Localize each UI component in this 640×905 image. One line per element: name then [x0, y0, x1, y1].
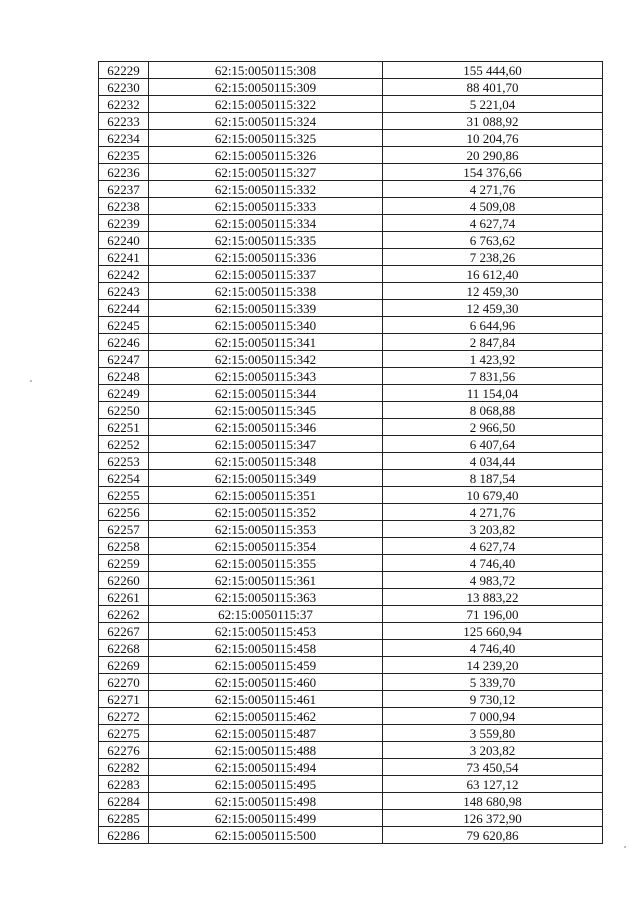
table-row	[99, 147, 603, 164]
cadastral-number-cell: 62:15:0050115:337	[149, 266, 383, 283]
cadastral-number-cell: 62:15:0050115:325	[149, 130, 383, 147]
table-row	[99, 215, 603, 232]
row-number-cell: 62246	[99, 334, 149, 351]
row-number-cell: 62229	[99, 62, 149, 79]
row-number-cell: 62244	[99, 300, 149, 317]
table-body	[99, 62, 603, 844]
table-row	[99, 623, 603, 640]
cadastral-number-cell: 62:15:0050115:459	[149, 657, 383, 674]
cadastral-value-table	[98, 61, 603, 844]
row-number-cell: 62250	[99, 402, 149, 419]
cadastral-value-cell: 6 644,96	[383, 317, 603, 334]
cadastral-number-cell: 62:15:0050115:333	[149, 198, 383, 215]
table-row	[99, 351, 603, 368]
table-row	[99, 317, 603, 334]
cadastral-value-cell: 9 730,12	[383, 691, 603, 708]
table-row	[99, 402, 603, 419]
row-number-cell: 62286	[99, 827, 149, 844]
cadastral-number-cell: 62:15:0050115:494	[149, 759, 383, 776]
cadastral-number-cell: 62:15:0050115:344	[149, 385, 383, 402]
cadastral-number-cell: 62:15:0050115:324	[149, 113, 383, 130]
cadastral-value-cell: 7 000,94	[383, 708, 603, 725]
row-number-cell: 62237	[99, 181, 149, 198]
cadastral-value-cell: 12 459,30	[383, 283, 603, 300]
table-row	[99, 674, 603, 691]
cadastral-number-cell: 62:15:0050115:345	[149, 402, 383, 419]
cadastral-value-cell: 154 376,66	[383, 164, 603, 181]
cadastral-value-cell: 126 372,90	[383, 810, 603, 827]
cadastral-number-cell: 62:15:0050115:326	[149, 147, 383, 164]
cadastral-value-cell: 10 679,40	[383, 487, 603, 504]
row-number-cell: 62258	[99, 538, 149, 555]
table-row	[99, 198, 603, 215]
cadastral-value-cell: 4 746,40	[383, 640, 603, 657]
table-row	[99, 708, 603, 725]
cadastral-value-cell: 125 660,94	[383, 623, 603, 640]
cadastral-number-cell: 62:15:0050115:347	[149, 436, 383, 453]
cadastral-value-cell: 3 203,82	[383, 742, 603, 759]
row-number-cell: 62284	[99, 793, 149, 810]
row-number-cell: 62252	[99, 436, 149, 453]
cadastral-number-cell: 62:15:0050115:488	[149, 742, 383, 759]
cadastral-value-cell: 4 271,76	[383, 181, 603, 198]
row-number-cell: 62247	[99, 351, 149, 368]
cadastral-number-cell: 62:15:0050115:332	[149, 181, 383, 198]
row-number-cell: 62235	[99, 147, 149, 164]
cadastral-number-cell: 62:15:0050115:334	[149, 215, 383, 232]
table-row	[99, 810, 603, 827]
row-number-cell: 62248	[99, 368, 149, 385]
cadastral-value-cell: 148 680,98	[383, 793, 603, 810]
cadastral-number-cell: 62:15:0050115:460	[149, 674, 383, 691]
cadastral-number-cell: 62:15:0050115:487	[149, 725, 383, 742]
row-number-cell: 62234	[99, 130, 149, 147]
cadastral-value-cell: 71 196,00	[383, 606, 603, 623]
cadastral-value-cell: 6 407,64	[383, 436, 603, 453]
cadastral-value-cell: 31 088,92	[383, 113, 603, 130]
row-number-cell: 62251	[99, 419, 149, 436]
cadastral-value-cell: 2 847,84	[383, 334, 603, 351]
row-number-cell: 62256	[99, 504, 149, 521]
table-row	[99, 249, 603, 266]
row-number-cell: 62272	[99, 708, 149, 725]
table-row	[99, 164, 603, 181]
row-number-cell: 62249	[99, 385, 149, 402]
cadastral-number-cell: 62:15:0050115:351	[149, 487, 383, 504]
table-row	[99, 130, 603, 147]
row-number-cell: 62254	[99, 470, 149, 487]
row-number-cell: 62267	[99, 623, 149, 640]
row-number-cell: 62260	[99, 572, 149, 589]
cadastral-number-cell: 62:15:0050115:341	[149, 334, 383, 351]
cadastral-value-cell: 10 204,76	[383, 130, 603, 147]
cadastral-number-cell: 62:15:0050115:335	[149, 232, 383, 249]
cadastral-number-cell: 62:15:0050115:353	[149, 521, 383, 538]
cadastral-number-cell: 62:15:0050115:453	[149, 623, 383, 640]
row-number-cell: 62269	[99, 657, 149, 674]
row-number-cell: 62239	[99, 215, 149, 232]
table-row	[99, 453, 603, 470]
table-row	[99, 589, 603, 606]
cadastral-value-cell: 4 627,74	[383, 215, 603, 232]
cadastral-number-cell: 62:15:0050115:327	[149, 164, 383, 181]
table-row	[99, 113, 603, 130]
cadastral-number-cell: 62:15:0050115:349	[149, 470, 383, 487]
table-row	[99, 334, 603, 351]
table-row	[99, 79, 603, 96]
cadastral-value-cell: 4 746,40	[383, 555, 603, 572]
table-row	[99, 776, 603, 793]
cadastral-number-cell: 62:15:0050115:348	[149, 453, 383, 470]
cadastral-number-cell: 62:15:0050115:340	[149, 317, 383, 334]
table-row	[99, 419, 603, 436]
cadastral-value-cell: 6 763,62	[383, 232, 603, 249]
row-number-cell: 62233	[99, 113, 149, 130]
cadastral-value-cell: 3 559,80	[383, 725, 603, 742]
row-number-cell: 62236	[99, 164, 149, 181]
cadastral-value-cell: 79 620,86	[383, 827, 603, 844]
row-number-cell: 62270	[99, 674, 149, 691]
row-number-cell: 62257	[99, 521, 149, 538]
table-row	[99, 521, 603, 538]
table-row	[99, 62, 603, 79]
row-number-cell: 62253	[99, 453, 149, 470]
row-number-cell: 62230	[99, 79, 149, 96]
row-number-cell: 62261	[99, 589, 149, 606]
table-row	[99, 487, 603, 504]
table-row	[99, 181, 603, 198]
cadastral-value-cell: 8 068,88	[383, 402, 603, 419]
cadastral-value-cell: 4 509,08	[383, 198, 603, 215]
table-row	[99, 725, 603, 742]
row-number-cell: 62240	[99, 232, 149, 249]
cadastral-number-cell: 62:15:0050115:336	[149, 249, 383, 266]
cadastral-value-cell: 4 034,44	[383, 453, 603, 470]
table-row	[99, 691, 603, 708]
cadastral-value-cell: 155 444,60	[383, 62, 603, 79]
cadastral-value-cell: 4 983,72	[383, 572, 603, 589]
cadastral-number-cell: 62:15:0050115:352	[149, 504, 383, 521]
table-row	[99, 232, 603, 249]
cadastral-number-cell: 62:15:0050115:342	[149, 351, 383, 368]
table-row	[99, 657, 603, 674]
cadastral-value-cell: 5 221,04	[383, 96, 603, 113]
cadastral-value-cell: 16 612,40	[383, 266, 603, 283]
cadastral-value-cell: 11 154,04	[383, 385, 603, 402]
table-row	[99, 504, 603, 521]
table-row	[99, 793, 603, 810]
cadastral-number-cell: 62:15:0050115:500	[149, 827, 383, 844]
cadastral-value-cell: 20 290,86	[383, 147, 603, 164]
table-row	[99, 742, 603, 759]
cadastral-number-cell: 62:15:0050115:37	[149, 606, 383, 623]
row-number-cell: 62242	[99, 266, 149, 283]
table-row	[99, 606, 603, 623]
cadastral-number-cell: 62:15:0050115:338	[149, 283, 383, 300]
table-row	[99, 555, 603, 572]
row-number-cell: 62245	[99, 317, 149, 334]
cadastral-number-cell: 62:15:0050115:462	[149, 708, 383, 725]
row-number-cell: 62271	[99, 691, 149, 708]
table-row	[99, 300, 603, 317]
row-number-cell: 62243	[99, 283, 149, 300]
cadastral-number-cell: 62:15:0050115:458	[149, 640, 383, 657]
cadastral-number-cell: 62:15:0050115:361	[149, 572, 383, 589]
table-row	[99, 827, 603, 844]
cadastral-number-cell: 62:15:0050115:495	[149, 776, 383, 793]
cadastral-value-cell: 13 883,22	[383, 589, 603, 606]
cadastral-value-cell: 14 239,20	[383, 657, 603, 674]
cadastral-number-cell: 62:15:0050115:354	[149, 538, 383, 555]
row-number-cell: 62283	[99, 776, 149, 793]
table-row	[99, 96, 603, 113]
row-number-cell: 62275	[99, 725, 149, 742]
cadastral-number-cell: 62:15:0050115:355	[149, 555, 383, 572]
cadastral-number-cell: 62:15:0050115:308	[149, 62, 383, 79]
cadastral-value-cell: 73 450,54	[383, 759, 603, 776]
table-row	[99, 538, 603, 555]
row-number-cell: 62232	[99, 96, 149, 113]
cadastral-value-cell: 2 966,50	[383, 419, 603, 436]
row-number-cell: 62282	[99, 759, 149, 776]
row-number-cell: 62241	[99, 249, 149, 266]
table-row	[99, 283, 603, 300]
table-row	[99, 385, 603, 402]
cadastral-value-cell: 5 339,70	[383, 674, 603, 691]
cadastral-number-cell: 62:15:0050115:461	[149, 691, 383, 708]
cadastral-number-cell: 62:15:0050115:346	[149, 419, 383, 436]
cadastral-number-cell: 62:15:0050115:499	[149, 810, 383, 827]
table-row	[99, 759, 603, 776]
cadastral-value-cell: 88 401,70	[383, 79, 603, 96]
row-number-cell: 62259	[99, 555, 149, 572]
cadastral-number-cell: 62:15:0050115:363	[149, 589, 383, 606]
cadastral-value-cell: 3 203,82	[383, 521, 603, 538]
cadastral-value-cell: 7 238,26	[383, 249, 603, 266]
row-number-cell: 62276	[99, 742, 149, 759]
cadastral-number-cell: 62:15:0050115:343	[149, 368, 383, 385]
row-number-cell: 62255	[99, 487, 149, 504]
cadastral-value-cell: 12 459,30	[383, 300, 603, 317]
table-row	[99, 266, 603, 283]
cadastral-number-cell: 62:15:0050115:498	[149, 793, 383, 810]
cadastral-number-cell: 62:15:0050115:339	[149, 300, 383, 317]
table-row	[99, 436, 603, 453]
cadastral-value-cell: 7 831,56	[383, 368, 603, 385]
table-row	[99, 368, 603, 385]
cadastral-value-cell: 8 187,54	[383, 470, 603, 487]
cadastral-number-cell: 62:15:0050115:309	[149, 79, 383, 96]
cadastral-number-cell: 62:15:0050115:322	[149, 96, 383, 113]
table-row	[99, 572, 603, 589]
row-number-cell: 62238	[99, 198, 149, 215]
row-number-cell: 62262	[99, 606, 149, 623]
scan-speck	[624, 846, 626, 848]
scan-speck	[30, 380, 32, 382]
table-row	[99, 470, 603, 487]
cadastral-value-cell: 1 423,92	[383, 351, 603, 368]
cadastral-value-cell: 63 127,12	[383, 776, 603, 793]
row-number-cell: 62268	[99, 640, 149, 657]
cadastral-value-cell: 4 627,74	[383, 538, 603, 555]
cadastral-value-cell: 4 271,76	[383, 504, 603, 521]
table-row	[99, 640, 603, 657]
row-number-cell: 62285	[99, 810, 149, 827]
